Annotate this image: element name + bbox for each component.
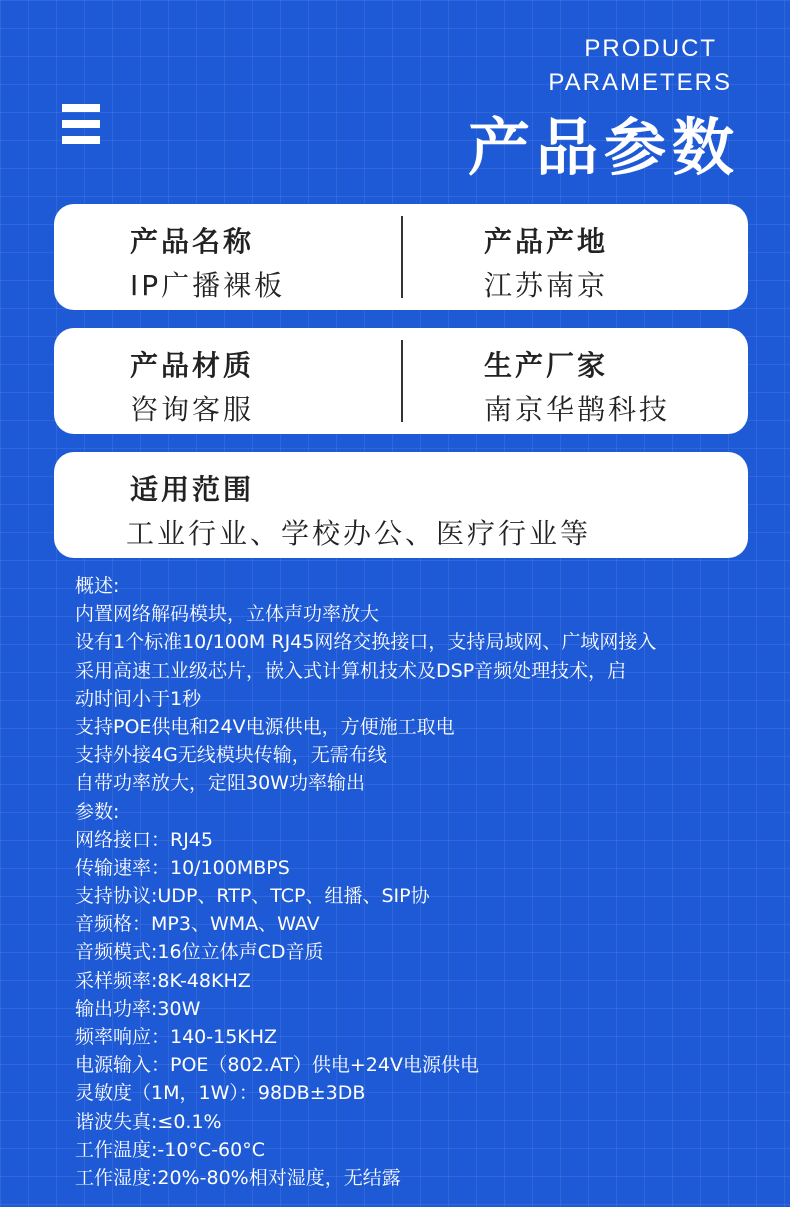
desc-line: 支持POE供电和24V电源供电，方便施工取电 — [75, 715, 455, 738]
card-divider — [401, 216, 403, 298]
param-key-material: 产品材质 — [130, 349, 255, 382]
header-english-title — [548, 32, 732, 100]
desc-line: 支持外接4G无线模块传输，无需布线 — [75, 744, 387, 767]
desc-line: 工作温度:-10°C-60°C — [75, 1138, 266, 1161]
header-en-line1: PRODUCT — [584, 35, 718, 62]
desc-line: 概述: — [75, 575, 120, 597]
desc-line: 音频模式:16位立体声CD音质 — [75, 941, 324, 964]
desc-line: 音频格：MP3、WMA、WAV — [75, 913, 320, 936]
desc-line: 设有1个标准10/100M RJ45网络交换接口，支持局域网、广域网接入 — [75, 631, 657, 654]
desc-line: 工作湿度:20%-80%相对湿度，无结露 — [75, 1166, 401, 1189]
description-block — [75, 572, 755, 1192]
desc-line: 动时间小于1秒 — [75, 687, 202, 710]
param-key-name: 产品名称 — [130, 225, 255, 258]
header-en-line2: PARAMETERS — [548, 69, 732, 96]
param-val-material: 咨询客服 — [130, 393, 255, 426]
desc-line: 参数: — [75, 800, 120, 823]
desc-line: 采样频率:8K-48KHZ — [75, 969, 251, 992]
desc-line: 支持协议:UDP、RTP、TCP、组播、SIP协 — [75, 885, 430, 908]
param-key-maker: 生产厂家 — [484, 349, 609, 382]
menu-icon — [62, 104, 100, 144]
desc-line: 采用高速工业级芯片，嵌入式计算机技术及DSP音频处理技术，启 — [75, 659, 627, 682]
param-val-origin: 江苏南京 — [484, 269, 609, 302]
desc-line: 电源输入：POE（802.AT）供电+24V电源供电 — [75, 1054, 479, 1077]
desc-line: 灵敏度（1M，1W）：98DB±3DB — [75, 1082, 366, 1105]
card-divider — [401, 340, 403, 422]
desc-line: 内置网络解码模块，立体声功率放大 — [75, 603, 380, 626]
desc-line: 谐波失真:≤0.1% — [75, 1110, 222, 1133]
param-val-maker: 南京华鹊科技 — [484, 393, 671, 426]
param-card-scope — [54, 452, 748, 558]
desc-line: 传输速率：10/100MBPS — [75, 856, 290, 879]
desc-line: 网络接口：RJ45 — [75, 828, 213, 851]
page-title: 产品参数 — [467, 111, 740, 184]
param-key-scope: 适用范围 — [130, 473, 255, 506]
param-val-name: IP广播裸板 — [130, 269, 286, 302]
param-val-scope: 工业行业、学校办公、医疗行业等 — [126, 517, 592, 550]
param-key-origin: 产品产地 — [484, 225, 609, 258]
param-card-name-origin — [54, 204, 748, 310]
desc-line: 频率响应：140-15KHZ — [75, 1026, 278, 1048]
desc-line: 输出功率:30W — [75, 997, 201, 1020]
param-card-material-maker — [54, 328, 748, 434]
desc-line: 自带功率放大，定阻30W功率输出 — [75, 772, 365, 795]
